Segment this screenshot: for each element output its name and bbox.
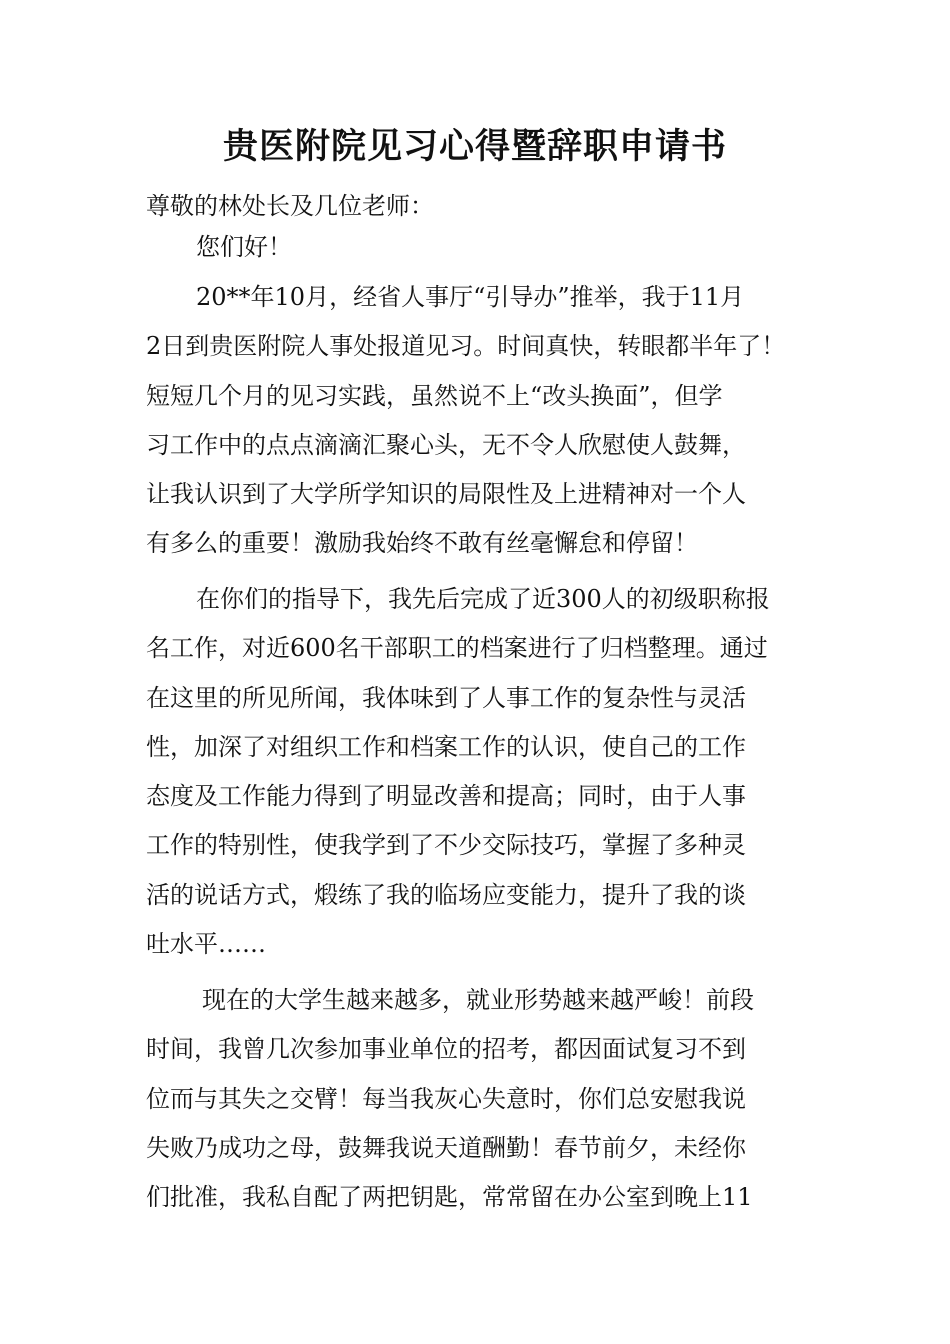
paragraph-line: 失败乃成功之母，鼓舞我说天道酬勤！春节前夕，未经你 xyxy=(146,1133,746,1162)
paragraph-3 xyxy=(146,976,816,1222)
paragraph-line: 让我认识到了大学所学知识的局限性及上进精神对一个人 xyxy=(146,480,746,509)
document-title: 贵医附院见习心得暨辞职申请书 xyxy=(222,126,727,167)
paragraph-2 xyxy=(146,575,816,969)
paragraph-line: 态度及工作能力得到了明显改善和提高；同时，由于人事 xyxy=(146,782,746,811)
paragraph-line: 现在的大学生越来越多，就业形势越来越严峻！前段 xyxy=(202,986,754,1014)
paragraph-line: 习工作中的点点滴滴汇聚心头，无不令人欣慰使人鼓舞， xyxy=(146,430,746,459)
paragraph-line: 们批准，我私自配了两把钥匙，常常留在办公室到晚上11 xyxy=(146,1183,753,1212)
paragraph-line: 在你们的指导下，我先后完成了近300人的初级职称报 xyxy=(196,585,770,613)
paragraph-line: 20**年10月，经省人事厅“引导办”推举，我于11月 xyxy=(196,283,745,311)
paragraph-1 xyxy=(146,273,816,569)
paragraph-line: 有多么的重要！激励我始终不敢有丝毫懈怠和停留！ xyxy=(146,529,698,558)
paragraph-line: 名工作，对近600名干部职工的档案进行了归档整理。通过 xyxy=(146,634,768,663)
greeting xyxy=(196,223,866,272)
paragraph-line: 性，加深了对组织工作和档案工作的认识，使自己的工作 xyxy=(146,732,746,761)
paragraph-line: 时间，我曾几次参加事业单位的招考，都因面试复习不到 xyxy=(146,1035,746,1064)
paragraph-line: 在这里的所见所闻，我体味到了人事工作的复杂性与灵活 xyxy=(146,683,746,712)
salutation-line: 尊敬的林处长及几位老师： xyxy=(146,192,434,220)
paragraph-line: 工作的特别性，使我学到了不少交际技巧，掌握了多种灵 xyxy=(146,831,746,860)
paragraph-line: 吐水平…… xyxy=(146,930,266,959)
paragraph-line: 2日到贵医附院人事处报道见习。时间真快，转眼都半年了！ xyxy=(146,332,786,361)
paragraph-line: 位而与其失之交臂！每当我灰心失意时，你们总安慰我说 xyxy=(146,1084,746,1113)
paragraph-line: 短短几个月的见习实践，虽然说不上“改头换面”，但学 xyxy=(146,381,723,410)
greeting-line: 您们好！ xyxy=(196,233,292,261)
paragraph-line: 活的说话方式，煅练了我的临场应变能力，提升了我的谈 xyxy=(146,880,746,909)
